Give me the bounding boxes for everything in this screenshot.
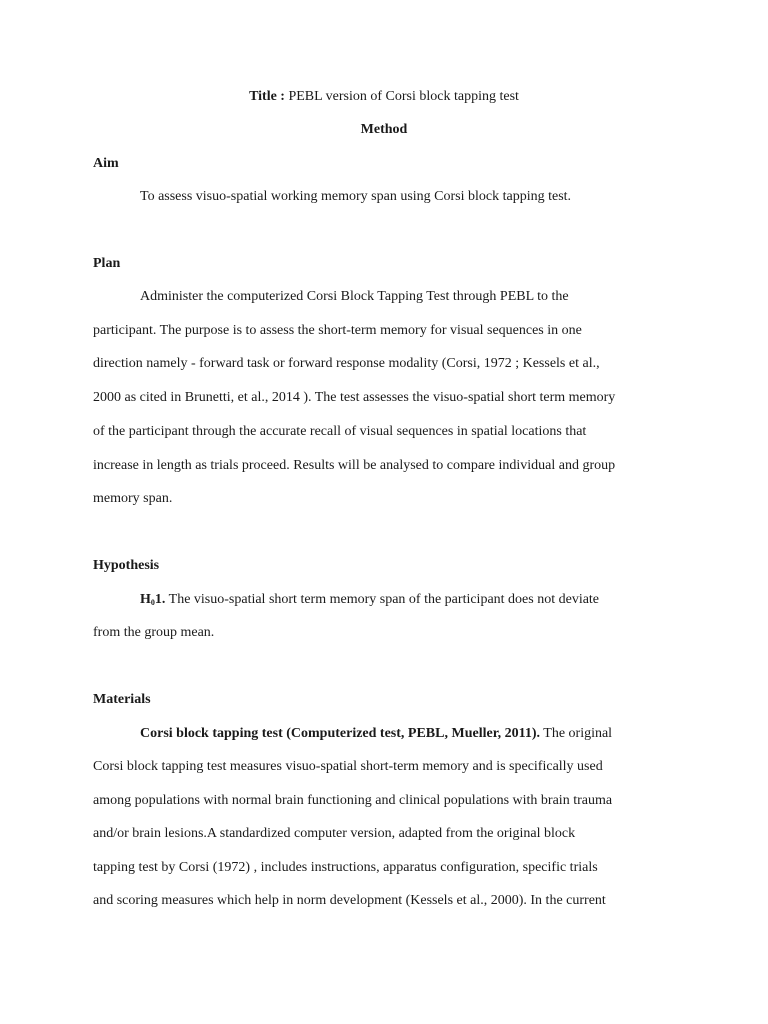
plan-line: participant. The purpose is to assess the short-term memory for visual sequences in one [93,323,582,338]
method-heading: Method [360,122,408,137]
plan-line: Administer the computerized Corsi Block Tapping Test through PEBL to the [140,289,569,304]
materials-heading: Materials [93,692,151,707]
plan-line: direction namely - forward task or forward response modality (Corsi, 1972 ; Kessels et al., [93,356,600,371]
materials-line: and/or brain lesions.A standardized computer version, adapted from the original block [93,826,576,841]
plan-line: 2000 as cited in Brunetti, et al., 2014 ). The test assesses the visuo-spatial short term memory [93,390,616,405]
materials-line: tapping test by Corsi (1972) , includes instructions, apparatus configuration, specific trials [93,860,598,875]
materials-subheading: Corsi block tapping test (Computerized test, PEBL, Mueller, 2011). [140,726,541,741]
materials-line: among populations with normal brain functioning and clinical populations with brain trauma [93,793,613,808]
hypothesis-line: from the group mean. [93,625,215,640]
plan-line: increase in length as trials proceed. Results will be analysed to compare individual and group [93,458,616,473]
aim-heading: Aim [93,156,119,171]
plan-line: memory span. [93,491,173,506]
hypothesis-text: The visuo-spatial short term memory span of the participant does not deviate [165,592,600,607]
hypothesis-line [140,590,599,613]
plan-heading: Plan [93,256,121,271]
document-title [0,87,768,107]
aim-text: To assess visuo-spatial working memory span using Corsi block tapping test. [140,189,572,204]
plan-line: of the participant through the accurate recall of visual sequences in spatial locations that [93,424,587,439]
materials-line: Corsi block tapping test measures visuo-spatial short-term memory and is specifically used [93,759,603,774]
hypothesis-label: $H_01$. [140,592,166,607]
hypothesis-heading: Hypothesis [93,558,160,573]
title-text: PEBL version of Corsi block tapping test [288,89,519,104]
title-label: Title : [249,89,285,104]
materials-subheading-tail: The original [540,726,613,741]
materials-subheading-line [140,724,612,744]
materials-line: and scoring measures which help in norm development (Kessels et al., 2000). In the current [93,893,606,908]
